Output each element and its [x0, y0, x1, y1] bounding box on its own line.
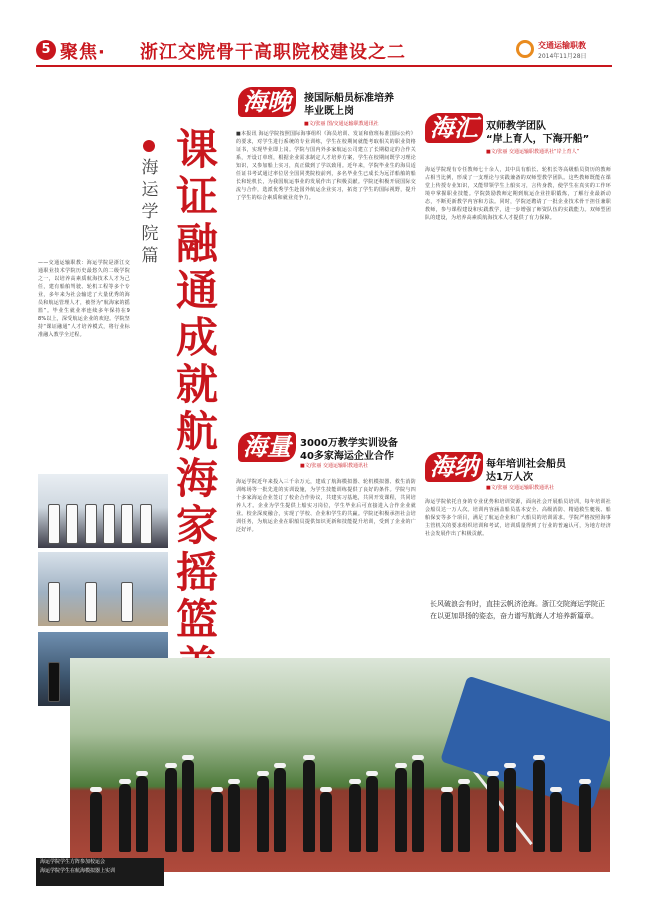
marcher-cap — [441, 787, 453, 792]
photo-students-group — [38, 474, 168, 548]
photo-figure — [103, 504, 115, 544]
photo-figure — [48, 582, 60, 622]
photo-caption — [36, 858, 164, 886]
photo-figure — [48, 662, 60, 702]
marcher-figure — [487, 776, 499, 852]
page-subtitle: 浙江交院骨干高职院校建设之二 — [140, 42, 406, 63]
marcher-figure — [504, 768, 516, 852]
headline-char: 篮 — [175, 595, 218, 644]
marcher-figure — [366, 776, 378, 852]
sec3-title: 3000万教学实训设备 40多家海运企业合作 — [300, 438, 398, 462]
marcher-cap — [228, 779, 240, 784]
headline-char: 院 — [141, 224, 159, 244]
photo-figure — [121, 504, 133, 544]
headline-char: 运 — [141, 180, 159, 200]
marcher-cap — [395, 763, 407, 768]
photo-figure — [140, 504, 152, 544]
logo-date: 2014年11月28日 — [538, 53, 587, 60]
marcher-figure — [412, 760, 424, 852]
sec1-emblem: 海晚 — [238, 87, 296, 117]
sec1-title: 接国际船员标准培养 毕业既上岗 — [304, 93, 394, 117]
marcher-figure — [533, 760, 545, 852]
marcher-cap — [366, 771, 378, 776]
marcher-cap — [136, 771, 148, 776]
marcher-cap — [504, 763, 516, 768]
marcher-figure — [90, 792, 102, 852]
intro-text: ——交通运输职教：海运学院是浙江交通职业技术学院历史最悠久的二级学院之一，以培养高素质航海技术人才为己任，建有船舶驾驶、轮机工程等多个专业，多年来为社会输送了大量优秀的海员和航运管理人才，被誉为“航海家的摇篮”。毕业生就业率连续多年保持在98%以上，深受航运企业的欢迎。学院坚持“课证融通”人才培养模式，将行业标准融入教学全过程。 — [38, 260, 130, 338]
photo-parade — [70, 658, 610, 872]
series-label — [138, 157, 162, 267]
headline-char: 航 — [175, 407, 218, 456]
sec4-emblem: 海纳 — [425, 452, 483, 482]
headline-char: 融 — [175, 219, 218, 268]
sec2-emblem: 海汇 — [425, 113, 483, 143]
marcher-cap — [550, 787, 562, 792]
marcher-figure — [320, 792, 332, 852]
marcher-figure — [550, 792, 562, 852]
marcher-cap — [320, 787, 332, 792]
headline-char: 家 — [175, 501, 218, 550]
photo-figure — [85, 582, 97, 622]
photo-lifeboat — [38, 552, 168, 626]
photo-figure — [121, 582, 133, 622]
caption-line-2: 海运学院学生在航海模拟器上实训 — [40, 868, 116, 874]
headline-char: 学 — [141, 202, 159, 222]
marcher-figure — [395, 768, 407, 852]
sec2-title: 双师教学团队 “岸上育人，下海开船” — [486, 121, 590, 145]
headline-char: 成 — [175, 313, 218, 362]
marcher-figure — [182, 760, 194, 852]
marcher-cap — [487, 771, 499, 776]
sec3-byline: ■文/张丽 交通运输职教通讯社 — [300, 463, 368, 469]
marcher-cap — [257, 771, 269, 776]
marcher-cap — [303, 755, 315, 760]
sec1-body: ■本报讯 海运学院按照国际海事组织《海员培训、发证和值班标准国际公约》的要求，对学生进行系统的专业训练，学生在校期间就能考取相关的职业资格证书，实现毕业即上岗。学院与国内外多家航运公司建立了长期稳定的合作关系，开设订单班，根据企业需求制定人才培养方案，学生在校期间既学习理论知识，又参加船上实习，真正做到了学以致用。近年来，学院毕业生的海员适任证书考试通过率位居全国同类院校前列，多名毕业生已成长为远洋船舶的船长和轮机长，为我国航运事业的发展作出了积极贡献。学院还积极开展国际交流与合作，选派优秀学生赴国外航运企业实习，拓宽了学生的国际视野，提升了学生的综合素质和就业竞争力。 — [236, 131, 416, 201]
marcher-figure — [119, 784, 131, 852]
marcher-cap — [90, 787, 102, 792]
masthead-logo — [516, 40, 612, 62]
marcher-cap — [533, 755, 545, 760]
marcher-figure — [274, 768, 286, 852]
caption-line-1: 海运学院学生方阵参加校运会 — [40, 859, 106, 865]
headline-char: 课 — [175, 125, 218, 174]
header-rule — [36, 65, 612, 67]
marcher-figure — [458, 784, 470, 852]
marcher-cap — [349, 779, 361, 784]
headline-char: 就 — [175, 360, 218, 409]
marcher-cap — [458, 779, 470, 784]
headline-char: 海 — [141, 158, 159, 178]
headline-char: 摇 — [175, 548, 218, 597]
logo-text: 交通运输职教 — [538, 41, 586, 50]
marcher-cap — [274, 763, 286, 768]
sec4-byline: ■文/张丽 交通运输职教通讯社 — [486, 485, 554, 491]
sec4-body: 海运学院依托自身的专业优势和培训资源，面向社会开展船员培训，每年培训社会船员达一万人次。培训内容涵盖船员基本安全、高级消防、精通救生艇筏、船舶保安等多个项目，满足了航运企业和广大船员的培训需求。学院严格按照海事主管机关的要求组织培训和考试，培训质量得到了行业的普遍认可，为地方经济社会发展作出了积极贡献。 — [425, 499, 611, 537]
sec3-emblem: 海量 — [238, 432, 296, 462]
marcher-cap — [119, 779, 131, 784]
sec2-body: 海运学院现有专任教师七十余人，其中具有船长、轮机长等高级船员资历的教师占相当比例，形成了一支理论与实践兼备的双师型教学团队。这些教师既能在课堂上传授专业知识，又能带领学生上船实习，言传身教，使学生在真实的工作环境中掌握职业技能。学院鼓励教师定期到航运企业挂职锻炼，了解行业最新动态，不断更新教学内容和方法。同时，学院还聘请了一批企业技术骨干担任兼职教师，参与课程建设和实践教学，进一步增强了师资队伍的实践能力。双师型团队的建设，为培养高素质航海技术人才提供了有力保障。 — [425, 167, 611, 221]
main-headline — [168, 125, 226, 644]
headline-char: 海 — [175, 454, 218, 503]
section-label: 聚焦· — [60, 42, 106, 63]
marcher-cap — [211, 787, 223, 792]
series-bullet-icon — [143, 140, 155, 152]
marcher-cap — [182, 755, 194, 760]
marcher-figure — [303, 760, 315, 852]
logo-ring-icon — [516, 40, 534, 58]
page-number: 5 — [36, 40, 56, 60]
marcher-figure — [228, 784, 240, 852]
photo-figure — [66, 504, 78, 544]
marcher-figure — [136, 776, 148, 852]
marcher-figure — [349, 784, 361, 852]
closing-paragraph: 长风破浪会有时，直挂云帆济沧海。浙江交院海运学院正在以更加昂扬的姿态，奋力谱写航海人才培养新篇章。 — [430, 600, 605, 620]
photo-figure — [48, 504, 60, 544]
marcher-figure — [211, 792, 223, 852]
marcher-figure — [165, 768, 177, 852]
marcher-figure — [441, 792, 453, 852]
marcher-figure — [257, 776, 269, 852]
headline-char: 证 — [175, 172, 218, 221]
headline-char: 通 — [175, 266, 218, 315]
marcher-figure — [579, 784, 591, 852]
sec3-body: 海运学院近年来投入三千余万元，建成了航海模拟器、轮机模拟器、救生消防训练场等一批先进的实训设施，为学生技能训练提供了良好的条件。学院与四十多家海运企业签订了校企合作协议，共建实习基地，共同开发课程，共同培养人才。企业为学生提供上船实习岗位，学生毕业后可直接进入合作企业就业。校企深度融合，实现了学校、企业和学生的共赢。学院还积极承担社会培训任务，为航运企业在职船员提供知识更新和技能提升培训，受到了企业的广泛好评。 — [236, 479, 416, 533]
photo-figure — [85, 504, 97, 544]
marcher-cap — [165, 763, 177, 768]
sec1-byline: ■文/张丽 图/交通运输职教通讯社 — [304, 121, 379, 127]
sec2-byline: ■文/张丽 交通运输职教通讯社“岸上育人” — [486, 149, 580, 155]
headline-char: 篇 — [141, 246, 159, 266]
marcher-cap — [579, 779, 591, 784]
marcher-cap — [412, 755, 424, 760]
sec4-title: 每年培训社会船员 达1万人次 — [486, 459, 566, 483]
